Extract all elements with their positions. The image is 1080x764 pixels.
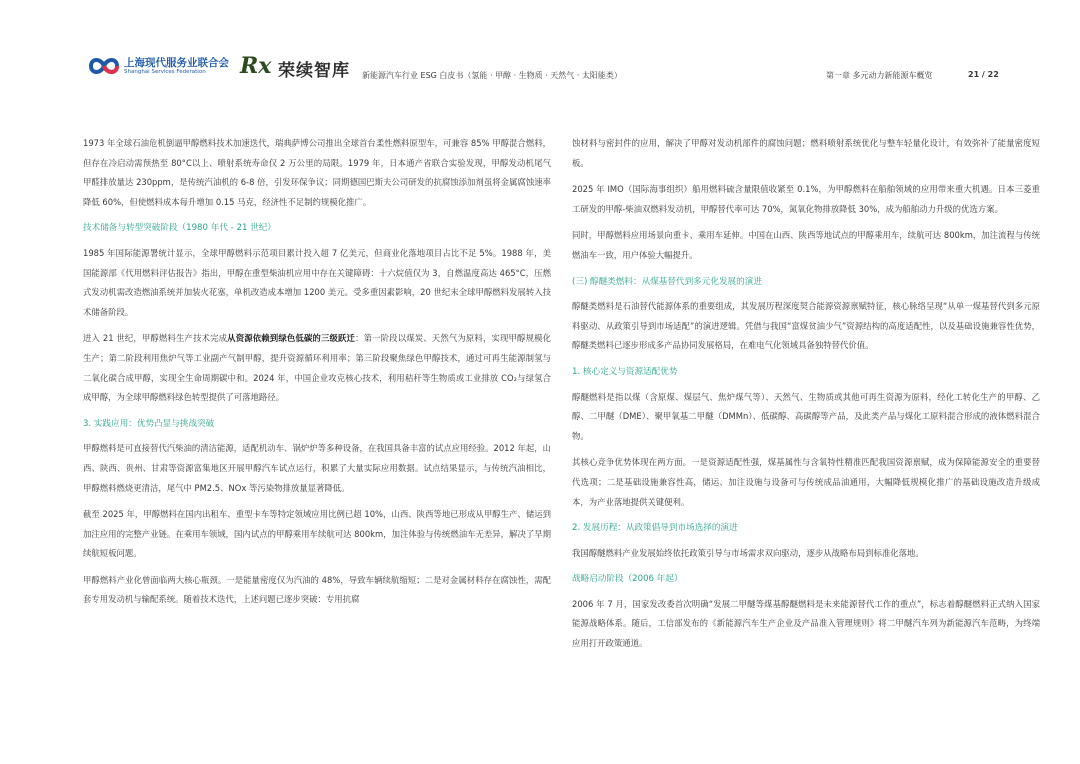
chapter-title: 第一章 多元动力新能源车概览: [826, 71, 933, 80]
paragraph: 醇醚类燃料是石油替代能源体系的重要组成，其发展历程深度契合能源资源禀赋特征，核心脉络呈现“从单一煤基替代到多元原料驱动、从政策引导到市场适配”的演进逻辑。凭借与我国“富煤贫油少气”资源结构的高度适配性，以及基础设施兼容性优势，醇醚类燃料已逐步形成多产品协同发展格局，在难电气化领域具备独特替代价值。: [572, 301, 1040, 351]
ssf-name-en: Shanghai Services Federation: [124, 69, 206, 75]
paragraph: 同时，甲醇燃料应用场景向重卡、乘用车延伸。中国在山西、陕西等地试点的甲醇乘用车，续航可达 800km，加注流程与传统燃油车一致，用户体验大幅提升。: [572, 230, 1040, 260]
paragraph: 其核心竞争优势体现在两方面。一是资源适配性强，煤基属性与含氧特性精准匹配我国资源禀赋，成为保障能源安全的重要替代选项；二是基础设施兼容性高，储运、加注设施与设备可与传统成品油通用，大幅降低规模化推广的基础设施改造升级成本，为产业落地提供关键便利。: [572, 457, 1040, 507]
paragraph: 醇醚燃料是指以煤（含原煤、煤层气、焦炉煤气等）、天然气、生物质或其他可再生资源为原料，经化工转化生产的甲醇、乙醇、二甲醚（DME）、聚甲氧基二甲醚（DMMn）、低碳醇、高碳醇等产品，及此类产品与煤化工原料混合形成的液体燃料混合物。: [572, 391, 1040, 441]
section-heading: 1. 核心定义与资源适配优势: [572, 366, 678, 377]
paragraph: 1973 年全球石油危机倒逼甲醇燃料技术加速迭代，瑞典萨博公司推出全球首台柔性燃料原型车，可兼容 85% 甲醇混合燃料，但存在冷启动需预热至 80°C以上、喷射系统寿命仅 2 万公里的局限。1979 年，日本通产省联合实验发现，甲醇发动机尾气甲醛排放量达 230ppm，是传统汽油机的 6-8 倍，引发环保争议；同期德国巴斯夫公司研发的抗腐蚀添加剂虽将金属腐蚀速率降低 60%，但使燃料成本每升增加 0.15 马克，经济性不足制约规模化推广。: [83, 138, 551, 207]
section-heading: 战略启动阶段（2006 年起）: [572, 574, 683, 585]
section-heading: 2. 发展历程：从政策倡导到市场选择的演进: [572, 523, 738, 534]
paragraph: 蚀材料与密封件的应用，解决了甲醇对发动机部件的腐蚀问题；燃料喷射系统优化与整车轻量化设计，有效弥补了能量密度短板。: [572, 138, 1040, 168]
paragraph: 1985 年国际能源署统计显示，全球甲醇燃料示范项目累计投入超 7 亿美元，但商业化落地项目占比不足 5%。1988 年，美国能源部《代用燃料评估报告》指出，甲醇在重型柴油机应用中存在关键障碍：十六烷值仅为 3，自燃温度高达 465°C，压燃式发动机需改造燃油系统并加装火花塞，单机改造成本增加 1200 美元。受多重因素影响，20 世纪末全球甲醇燃料发展转入技术储备阶段。: [83, 247, 551, 317]
section-heading: 3. 实践应用：优势凸显与挑战突破: [83, 418, 215, 429]
section-heading: (三) 醇醚类燃料：从煤基替代到多元化发展的演进: [572, 276, 762, 287]
paragraph: 截至 2025 年，甲醇燃料在国内出租车、重型卡车等特定领域应用比例已超 10%，山西、陕西等地已形成从甲醇生产、储运到加注应用的完整产业链。在乘用车领域，国内试点的甲醇乘用车续航可达 800km，加注体验与传统燃油车无差异，解决了早期续航短板问题。: [83, 509, 551, 559]
page-header: [0, 0, 1080, 100]
rx-logo: [240, 54, 360, 82]
section-heading: 技术储备与转型突破阶段（1980 年代 - 21 世纪）: [83, 223, 276, 234]
paragraph: [83, 329, 551, 407]
paragraph: 2025 年 IMO（国际海事组织）船用燃料硫含量限值收紧至 0.1%，为甲醇燃料在船舶领域的应用带来重大机遇。日本三菱重工研发的甲醇-柴油双燃料发动机，甲醇替代率可达 70%，氮氧化物排放降低 30%，成为船舶动力升级的优选方案。: [572, 184, 1040, 214]
bold-phrase: 从资源依赖到绿色低碳的三级跃迁: [227, 333, 356, 344]
paragraph-text: 进入 21 世纪，甲醇燃料生产技术完成: [83, 333, 228, 344]
ssf-logo-icon: [88, 54, 120, 78]
rx-name: 荣续智库: [278, 61, 350, 81]
paragraph-text: ：第一阶段以煤炭、天然气为原料，实现甲醇规模化生产；第二阶段利用焦炉气等工业副产气制甲醇，提升资源循环利用率；第三阶段聚焦绿色甲醇技术，通过可再生能源制氢与二氧化碳合成甲醇，实现全生命周期碳中和。2024 年，中国企业攻克核心技术，利用秸秆等生物质或工业排放 CO₂与绿氢合成甲醇，为全球甲醇燃料绿色转型提供了可落地路径。: [83, 333, 552, 403]
ssf-name-cn: 上海现代服务业联合会: [124, 57, 229, 69]
paragraph: 我国醇醚燃料产业发展始终依托政策引导与市场需求双向驱动，逐步从战略布局到标准化落地。: [572, 547, 924, 558]
right-column: [572, 134, 1040, 661]
paragraph: 2006 年 7 月，国家发改委首次明确“发展二甲醚等煤基醇醚燃料是未来能源替代工作的重点”，标志着醇醚燃料正式纳入国家能源战略体系。随后，工信部发布的《新能源汽车生产企业及产品准入管理规则》将二甲醚汽车列为新能源汽车范畴，为终端应用打开政策通道。: [572, 598, 1040, 649]
paragraph: 甲醇燃料是可直接替代汽柴油的清洁能源，适配机动车、锅炉炉等多种设备，在我国具备丰富的试点应用经验。2012 年起，山西、陕西、贵州、甘肃等资源富集地区开展甲醇汽车试点运行，积累了大量实际应用数据。试点结果显示，与传统汽油相比，甲醇燃料燃烧更清洁，尾气中 PM2.5、NOx 等污染物排放量显著降低。: [83, 443, 551, 493]
rx-logo-icon: Rx: [240, 53, 272, 79]
paragraph: 甲醇燃料产业化曾面临两大核心瓶颈。一是能量密度仅为汽油的 48%，导致车辆续航缩短；二是对金属材料存在腐蚀性，需配套专用发动机与输配系统。随着技术迭代，上述问题已逐步突破：专用抗腐: [83, 574, 551, 605]
page-number: 21 / 22: [968, 70, 999, 79]
document-title: 新能源汽车行业 ESG 白皮书（氢能 · 甲醇 · 生物质 · 天然气 · 太阳能类）: [362, 71, 622, 80]
ssf-logo: [88, 52, 228, 82]
left-column: [83, 134, 551, 617]
